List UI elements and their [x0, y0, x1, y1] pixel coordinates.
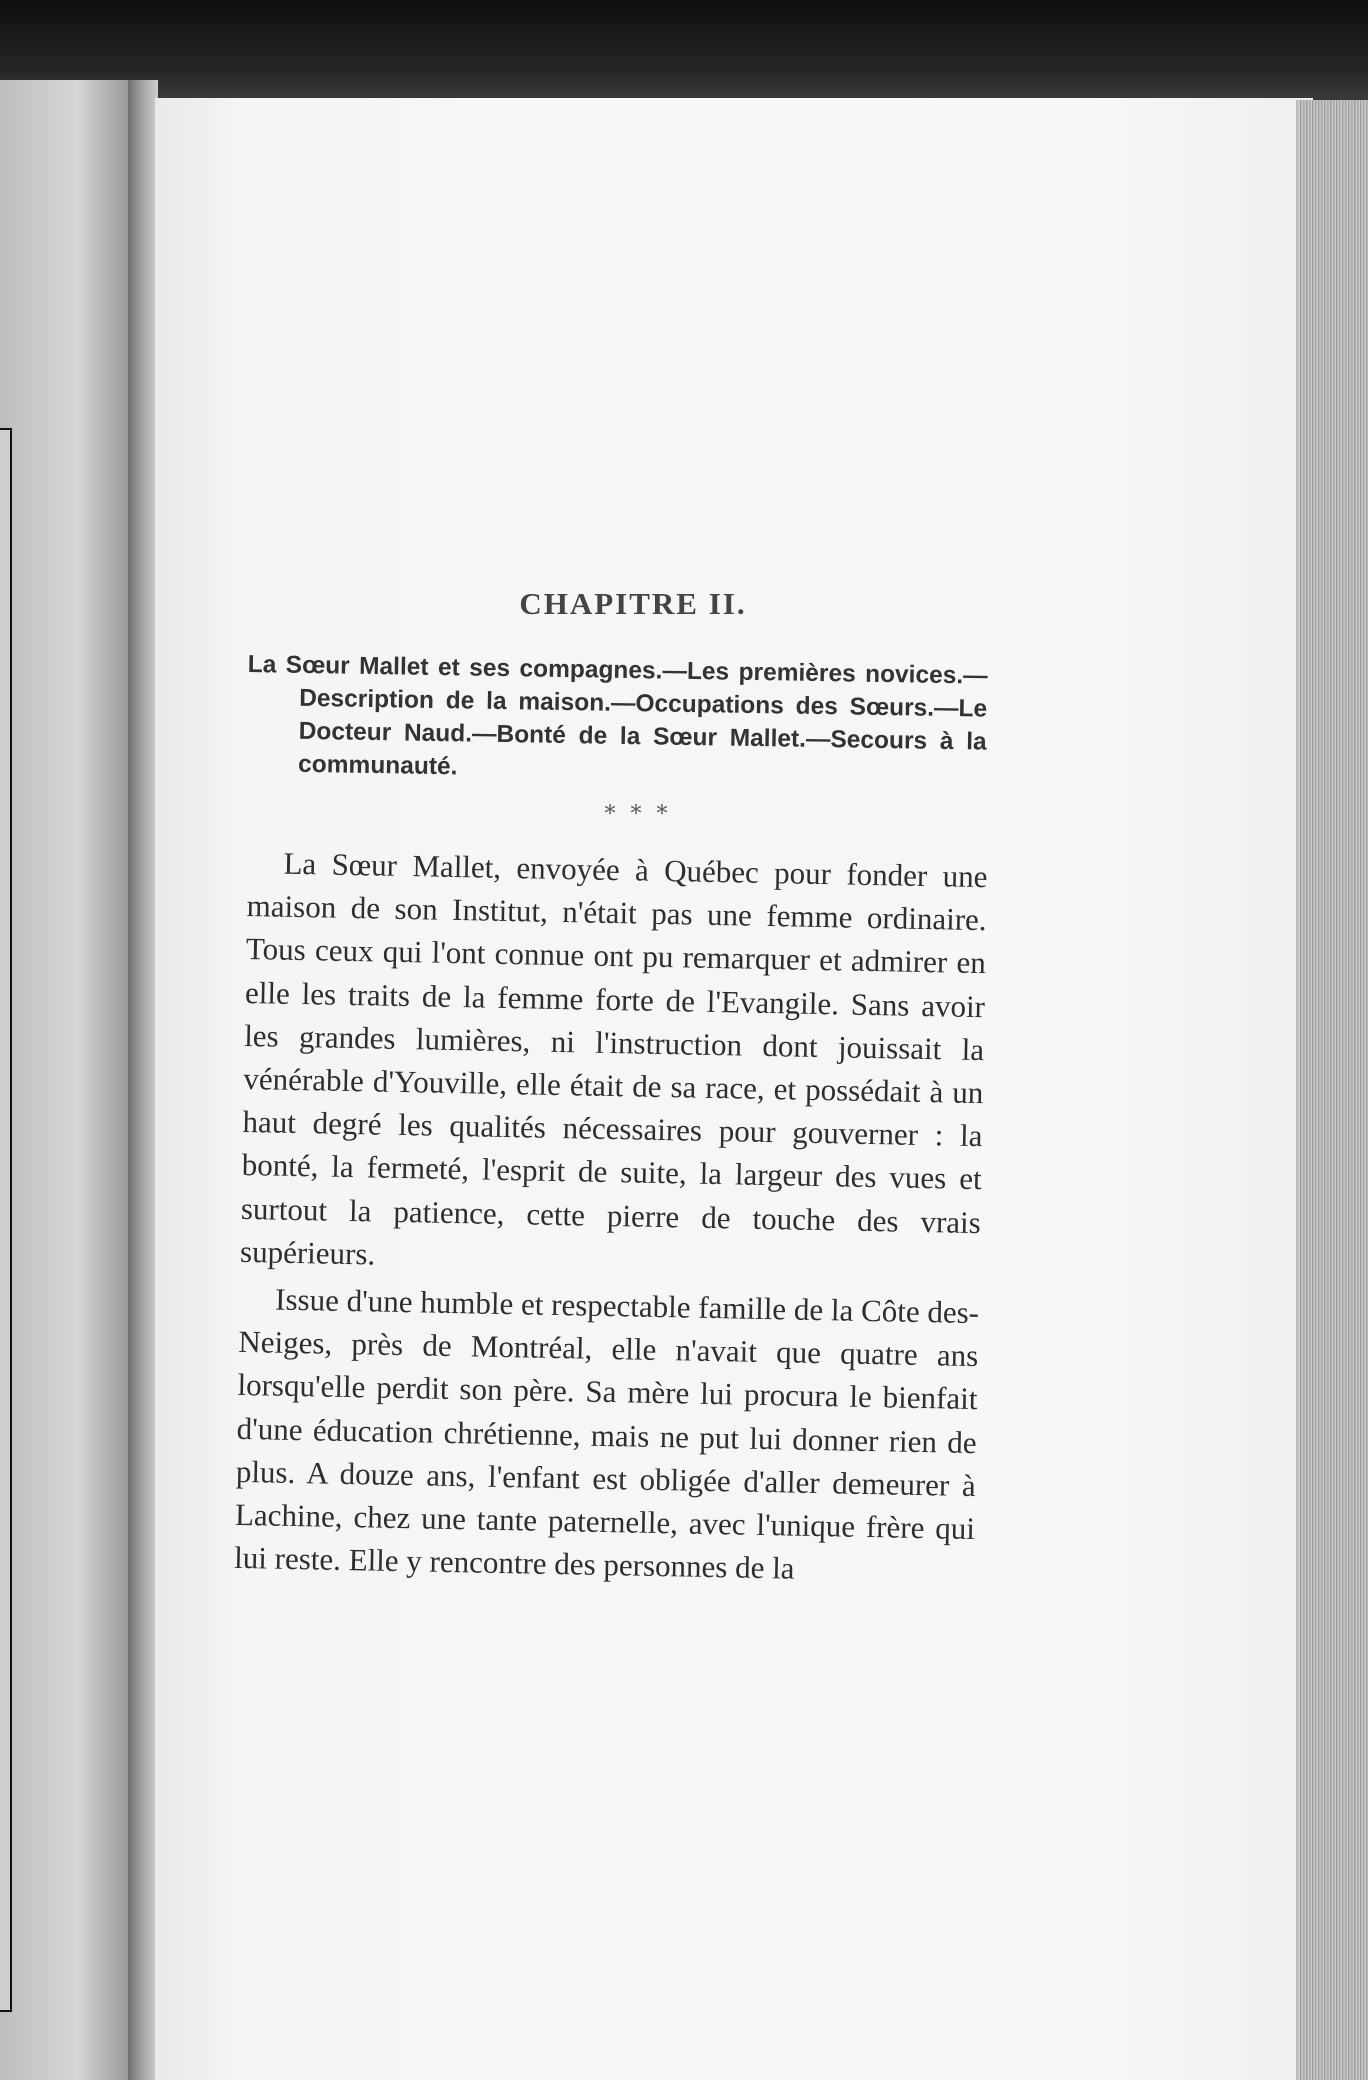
scan-top-border: [0, 0, 1368, 100]
chapter-title: CHAPITRE II.: [519, 586, 747, 621]
chapter-summary: La Sœur Mallet et ses compagnes.—Les premières novices.—Description de la maison.—Occupations des Sœurs.—Le Docteur Naud.—Bonté de la Sœur Mallet.—Secours à la communauté.: [247, 650, 988, 781]
paragraph: La Sœur Mallet, envoyée à Québec pour fonder une maison de son Institut, n'était pas une femme ordinaire. Tous ceux qui l'ont connue ont pu remarquer et admirer en elle les traits de la femme forte de l'Evangile. Sans avoir les grandes lumières, ni l'instruction dont jouissait la vénérable d'Youville, elle était de sa race, et possédait à un haut degré les qualités nécessaires pour gouverner : la bonté, la fermeté, l'esprit de suite, la largeur des vues et surtout la patience, cette pierre de touche des vrais supérieurs.: [239, 845, 988, 1272]
paragraph: Issue d'une humble et respectable famille de la Côte des-Neiges, près de Montréal, elle n'avait que quatre ans lorsqu'elle perdit son père. Sa mère lui procura le bienfait d'une éducation chrétienne, mais ne put lui donner rien de plus. A douze ans, l'enfant est obligée d'aller demeurer à Lachine, chez une tante paternelle, avec l'unique frère qui lui reste. Elle y rencontre des personnes de la: [233, 1281, 980, 1586]
page-edges: [1300, 100, 1368, 2080]
page-text-block: [233, 586, 988, 1586]
left-page-frame: [0, 428, 12, 2012]
body-text: [234, 841, 988, 1594]
book-gutter: [128, 80, 158, 2080]
left-facing-page: [0, 80, 128, 2080]
section-separator: * * *: [604, 802, 672, 827]
